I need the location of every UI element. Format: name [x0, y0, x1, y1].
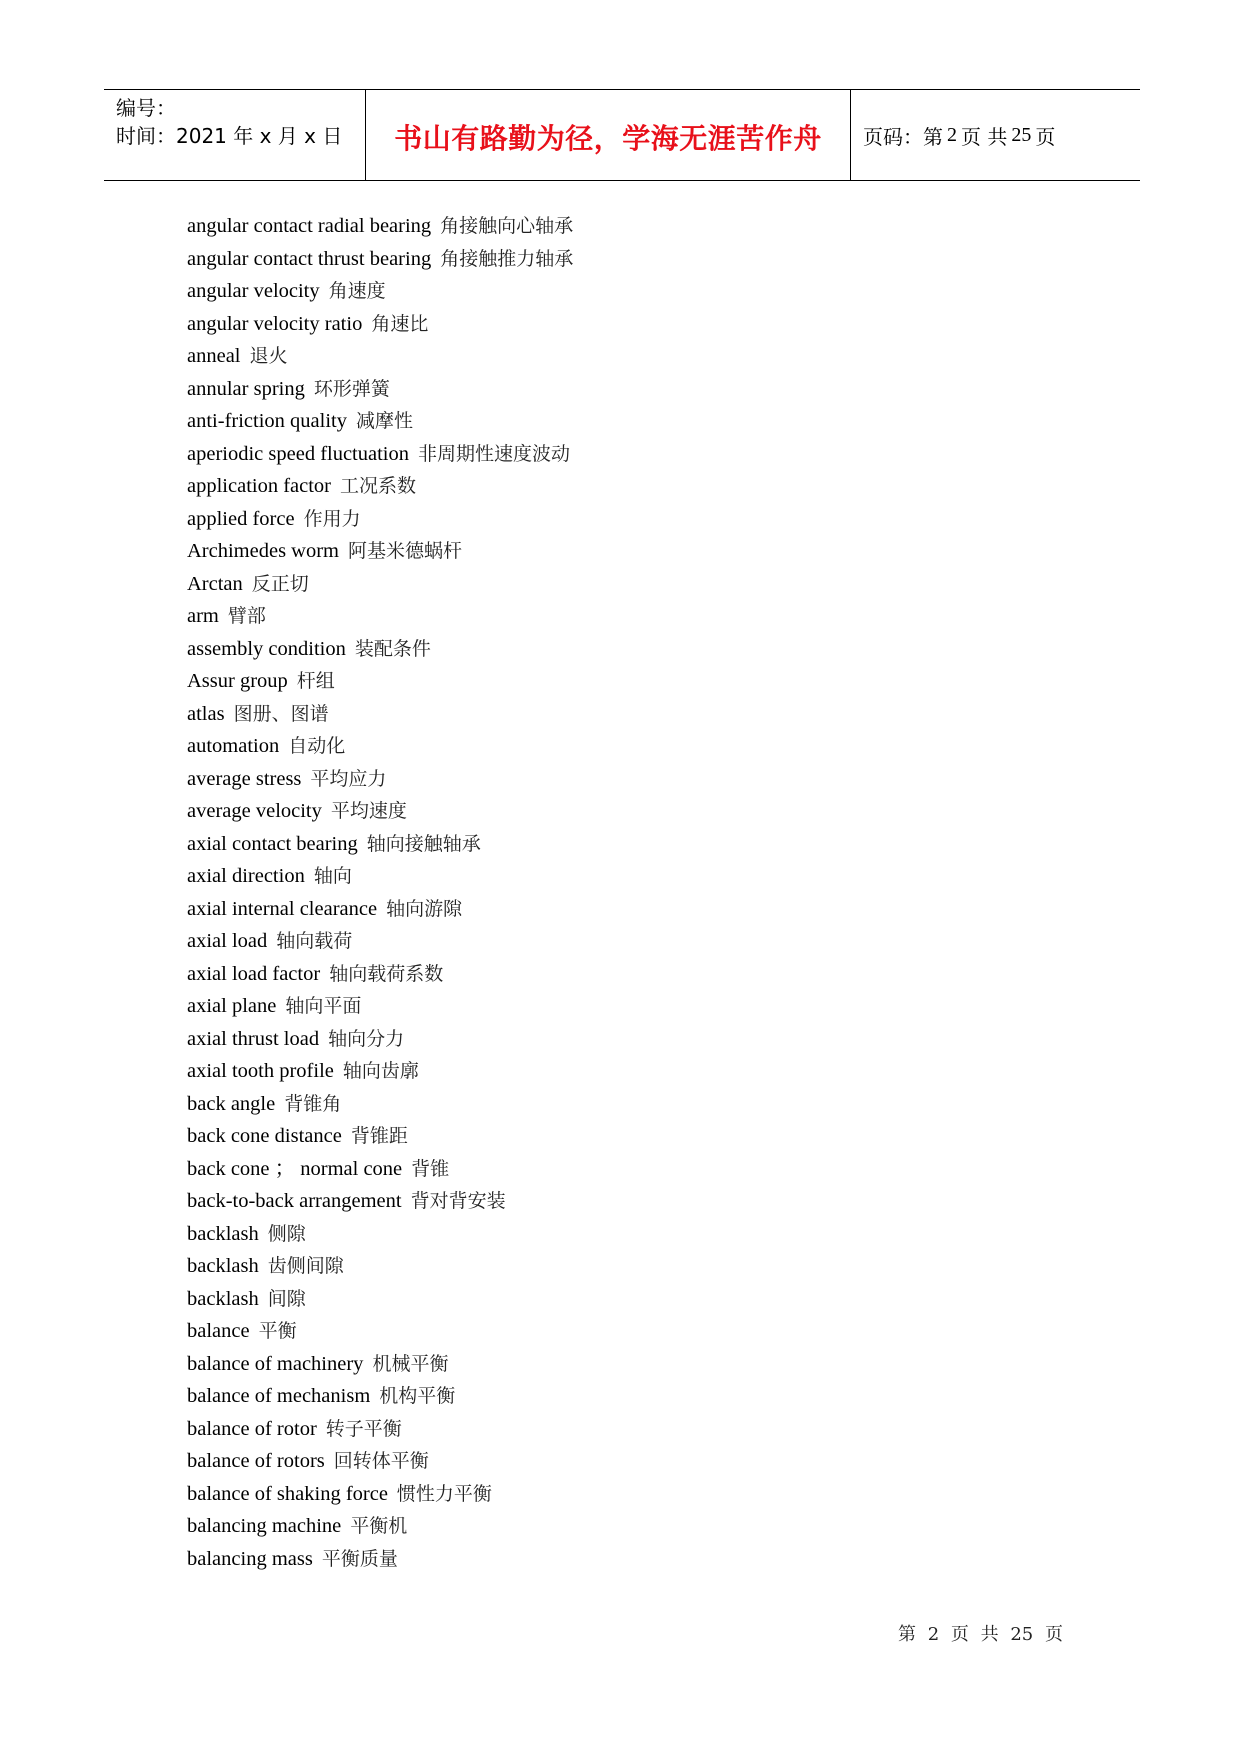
- term-english: balancing machine: [187, 1515, 342, 1537]
- term-english: anneal: [187, 345, 241, 367]
- page-current: 2: [947, 123, 957, 146]
- page-footer: 第 2 页 共 25 页: [898, 1624, 1063, 1645]
- term-chinese: 背锥: [411, 1157, 450, 1180]
- term-english: Arctan: [187, 572, 243, 595]
- term-english: angular contact thrust bearing: [187, 247, 432, 270]
- glossary-entry: [187, 1381, 573, 1414]
- header-motto-cell: [366, 90, 851, 180]
- term-chinese: 背锥距: [350, 1125, 408, 1147]
- term-chinese: 间隙: [267, 1287, 306, 1310]
- term-english: backlash: [187, 1222, 259, 1245]
- term-chinese: 减摩性: [355, 410, 413, 432]
- term-english: axial plane: [187, 995, 277, 1017]
- term-english: balance of shaking force: [187, 1482, 388, 1505]
- term-chinese: 平衡: [258, 1320, 297, 1342]
- term-english: angular velocity ratio: [187, 312, 363, 335]
- term-english: balance of mechanism: [187, 1385, 371, 1407]
- term-chinese: 轴向齿廓: [342, 1060, 419, 1082]
- document-date: 时间：2021 年 x 月 x 日: [116, 124, 343, 148]
- term-english: balancing mass: [187, 1547, 313, 1570]
- term-chinese: 机械平衡: [372, 1352, 449, 1375]
- term-english: assembly condition: [187, 637, 346, 660]
- glossary-entry: [187, 244, 573, 277]
- term-english: axial load factor: [187, 962, 321, 985]
- glossary-entry: [187, 829, 573, 862]
- term-english: Assur group: [187, 670, 288, 692]
- term-chinese: 轴向载荷系数: [329, 962, 444, 985]
- term-english: application factor: [187, 475, 332, 497]
- glossary-entry: [187, 666, 573, 699]
- header-page-cell: [851, 90, 1140, 180]
- term-chinese: 臂部: [227, 605, 266, 627]
- term-chinese: 阿基米德蜗杆: [348, 540, 463, 562]
- term-chinese: 杆组: [296, 670, 335, 692]
- term-english: balance: [187, 1320, 250, 1342]
- glossary-entry: [187, 634, 573, 667]
- glossary-entry: [187, 471, 573, 504]
- header-meta-cell: [104, 90, 366, 180]
- term-chinese: 轴向平面: [285, 995, 362, 1017]
- glossary-entry: [187, 1251, 573, 1284]
- glossary-entry: [187, 1089, 573, 1122]
- term-chinese: 轴向分力: [328, 1027, 405, 1050]
- glossary-entry: [187, 341, 573, 374]
- glossary-entry: [187, 959, 573, 992]
- glossary-entry: [187, 796, 573, 829]
- glossary-entry: [187, 276, 573, 309]
- glossary-entry: [187, 1349, 573, 1382]
- term-english: back angle: [187, 1092, 276, 1115]
- term-english: arm: [187, 605, 219, 627]
- glossary-entry: [187, 699, 573, 732]
- term-chinese: 齿侧间隙: [267, 1255, 344, 1277]
- glossary-entry: [187, 504, 573, 537]
- document-number-label: 编号：: [116, 96, 176, 120]
- glossary-entry: [187, 1479, 573, 1512]
- term-chinese: 环形弹簧: [313, 377, 390, 400]
- glossary-entry: [187, 1511, 573, 1544]
- glossary-entry: [187, 926, 573, 959]
- term-english: aperiodic speed fluctuation: [187, 442, 409, 465]
- term-chinese: 侧隙: [267, 1222, 306, 1245]
- page-header: [104, 89, 1140, 181]
- motto-text: 书山有路勤为径，学海无涯苦作舟: [394, 122, 822, 155]
- term-english: automation: [187, 735, 280, 757]
- term-english: axial direction: [187, 865, 305, 887]
- term-english: backlash: [187, 1287, 259, 1310]
- term-english: axial tooth profile: [187, 1060, 334, 1082]
- term-chinese: 装配条件: [354, 637, 431, 660]
- glossary-entry: [187, 569, 573, 602]
- glossary-entry: [187, 861, 573, 894]
- glossary-entry: [187, 1219, 573, 1252]
- glossary-entry: [187, 1121, 573, 1154]
- term-english: average velocity: [187, 800, 322, 822]
- term-english: back cone ； normal cone: [187, 1157, 403, 1180]
- term-english: Archimedes worm: [187, 540, 339, 562]
- term-chinese: 转子平衡: [325, 1417, 402, 1440]
- term-chinese: 角速度: [328, 280, 386, 302]
- term-chinese: 平均应力: [310, 767, 387, 790]
- term-english: anti-friction quality: [187, 410, 347, 432]
- glossary-entry: [187, 309, 573, 342]
- glossary-entry: [187, 1284, 573, 1317]
- term-chinese: 反正切: [251, 572, 309, 595]
- term-chinese: 角速比: [371, 312, 429, 335]
- glossary-entry: [187, 1056, 573, 1089]
- glossary-entry: [187, 894, 573, 927]
- term-chinese: 图册、图谱: [233, 702, 329, 725]
- term-chinese: 作用力: [303, 507, 361, 530]
- glossary-entry: [187, 1024, 573, 1057]
- term-english: angular velocity: [187, 280, 320, 302]
- glossary-entry: [187, 439, 573, 472]
- term-english: average stress: [187, 767, 302, 790]
- term-chinese: 轴向: [313, 865, 352, 887]
- term-chinese: 平衡机: [350, 1515, 408, 1537]
- glossary-entry: [187, 1186, 573, 1219]
- term-chinese: 平衡质量: [321, 1547, 398, 1570]
- term-english: applied force: [187, 507, 295, 530]
- term-english: balance of rotor: [187, 1417, 317, 1440]
- glossary-entry: [187, 601, 573, 634]
- term-chinese: 轴向载荷: [276, 930, 353, 952]
- term-chinese: 工况系数: [340, 475, 417, 497]
- term-english: back cone distance: [187, 1125, 342, 1147]
- term-chinese: 轴向游隙: [386, 897, 463, 920]
- term-chinese: 自动化: [288, 735, 346, 757]
- glossary-entry: [187, 1414, 573, 1447]
- term-english: atlas: [187, 702, 225, 725]
- term-chinese: 退火: [249, 345, 288, 367]
- term-english: balance of rotors: [187, 1450, 325, 1472]
- term-chinese: 角接触向心轴承: [440, 215, 574, 237]
- term-chinese: 背对背安装: [410, 1190, 506, 1212]
- term-chinese: 轴向接触轴承: [366, 832, 481, 855]
- term-chinese: 惯性力平衡: [396, 1482, 492, 1505]
- term-english: axial internal clearance: [187, 897, 378, 920]
- glossary-entry: [187, 1446, 573, 1479]
- glossary-entry: [187, 536, 573, 569]
- glossary-entry: [187, 764, 573, 797]
- term-chinese: 角接触推力轴承: [440, 247, 574, 270]
- term-english: axial thrust load: [187, 1027, 320, 1050]
- glossary-entry: [187, 374, 573, 407]
- term-english: angular contact radial bearing: [187, 215, 432, 237]
- term-chinese: 机构平衡: [379, 1385, 456, 1407]
- glossary-entry: [187, 211, 573, 244]
- term-english: back-to-back arrangement: [187, 1190, 402, 1212]
- term-chinese: 背锥角: [284, 1092, 342, 1115]
- glossary-entry: [187, 991, 573, 1024]
- glossary-list: [187, 211, 573, 1576]
- term-english: annular spring: [187, 377, 305, 400]
- term-english: axial load: [187, 930, 268, 952]
- term-english: axial contact bearing: [187, 832, 358, 855]
- term-chinese: 平均速度: [330, 800, 407, 822]
- glossary-entry: [187, 1544, 573, 1577]
- page-suffix: 页: [1035, 124, 1056, 149]
- page-mid: 页 共: [961, 124, 1008, 149]
- glossary-entry: [187, 1154, 573, 1187]
- term-chinese: 非周期性速度波动: [418, 442, 571, 465]
- glossary-entry: [187, 406, 573, 439]
- page-total: 25: [1011, 123, 1032, 146]
- term-english: backlash: [187, 1255, 259, 1277]
- glossary-entry: [187, 1316, 573, 1349]
- glossary-entry: [187, 731, 573, 764]
- term-chinese: 回转体平衡: [333, 1450, 429, 1472]
- term-english: balance of machinery: [187, 1352, 364, 1375]
- page-prefix: 页码：第: [863, 124, 943, 149]
